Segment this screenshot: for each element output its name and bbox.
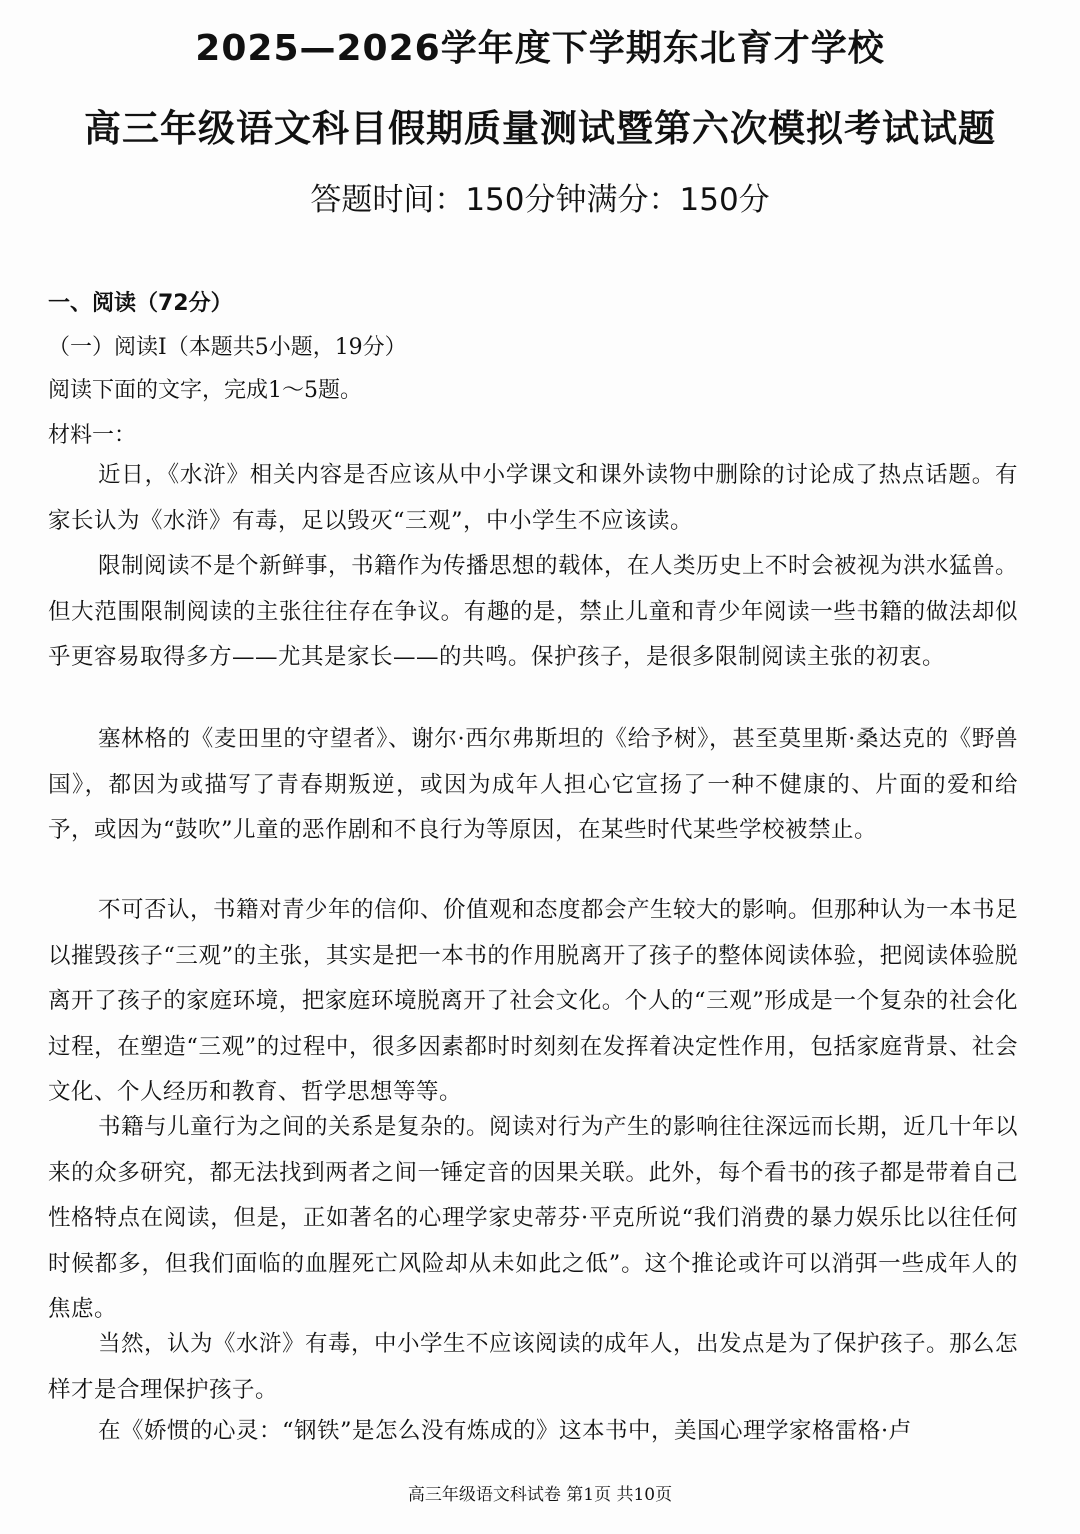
paragraph-3: 塞林格的《麦田里的守望者》、谢尔·西尔弗斯坦的《给予树》，甚至莫里斯·桑达克的《野兽国》，都因为或描写了青春期叛逆，或因为成年人担心它宣扬了一种不健康的、片面的爱和给予，或因为“鼓吹”儿童的恶作剧和不良行为等原因，在某些时代某些学校被禁止。 <box>48 726 1018 843</box>
exam-time-and-score: 答题时间：150分钟满分：150分 <box>310 182 770 218</box>
paragraph-2: 限制阅读不是个新鲜事，书籍作为传播思想的载体，在人类历史上不时会被视为洪水猛兽。但大范围限制阅读的主张往往存在争议。有趣的是，禁止儿童和青少年阅读一些书籍的做法却似乎更容易取得多方——尤其是家长——的共鸣。保护孩子，是很多限制阅读主张的初衷。 <box>48 553 1019 670</box>
paragraph-4: 不可否认，书籍对青少年的信仰、价值观和态度都会产生较大的影响。但那种认为一本书足以摧毁孩子“三观”的主张，其实是把一本书的作用脱离开了孩子的整体阅读体验，把阅读体验脱离开了孩子的家庭环境，把家庭环境脱离开了社会文化。个人的“三观”形成是一个复杂的社会化过程，在塑造“三观”的过程中，很多因素都时时刻刻在发挥着决定性作用，包括家庭背景、社会文化、个人经历和教育、哲学思想等等。 <box>48 897 1019 1105</box>
exam-title-line2: 高三年级语文科目假期质量测试暨第六次模拟考试试题 <box>84 107 996 150</box>
reading-instruction: 阅读下面的文字，完成1～5题。 <box>48 378 362 403</box>
section-heading: 一、阅读（72分） <box>48 291 233 316</box>
section-subheading: （一）阅读Ⅰ（本题共5小题，19分） <box>48 335 407 360</box>
page-footer: 高三年级语文科试卷 第1页 共10页 <box>407 1485 673 1505</box>
material-label: 材料一： <box>48 423 137 448</box>
paragraph-5: 书籍与儿童行为之间的关系是复杂的。阅读对行为产生的影响往往深远而长期，近几十年以来的众多研究，都无法找到两者之间一锤定音的因果关联。此外，每个看书的孩子都是带着自己性格特点在阅读，但是，正如著名的心理学家史蒂芬·平克所说“我们消费的暴力娱乐比以往任何时候都多，但我们面临的血腥死亡风险却从未如此之低”。这个推论或许可以消弭一些成年人的焦虑。 <box>48 1114 1019 1322</box>
paragraph-6: 当然，认为《水浒》有毒，中小学生不应该阅读的成年人，出发点是为了保护孩子。那么怎样才是合理保护孩子。 <box>48 1331 1019 1403</box>
paragraph-7: 在《娇惯的心灵：“钢铁”是怎么没有炼成的》这本书中，美国心理学家格雷格·卢 <box>98 1418 912 1444</box>
paragraph-1: 近日，《水浒》相关内容是否应该从中小学课文和课外读物中删除的讨论成了热点话题。有家长认为《水浒》有毒，足以毁灭“三观”，中小学生不应该读。 <box>48 462 1018 534</box>
exam-title-line1: 2025—2026学年度下学期东北育才学校 <box>195 28 885 69</box>
